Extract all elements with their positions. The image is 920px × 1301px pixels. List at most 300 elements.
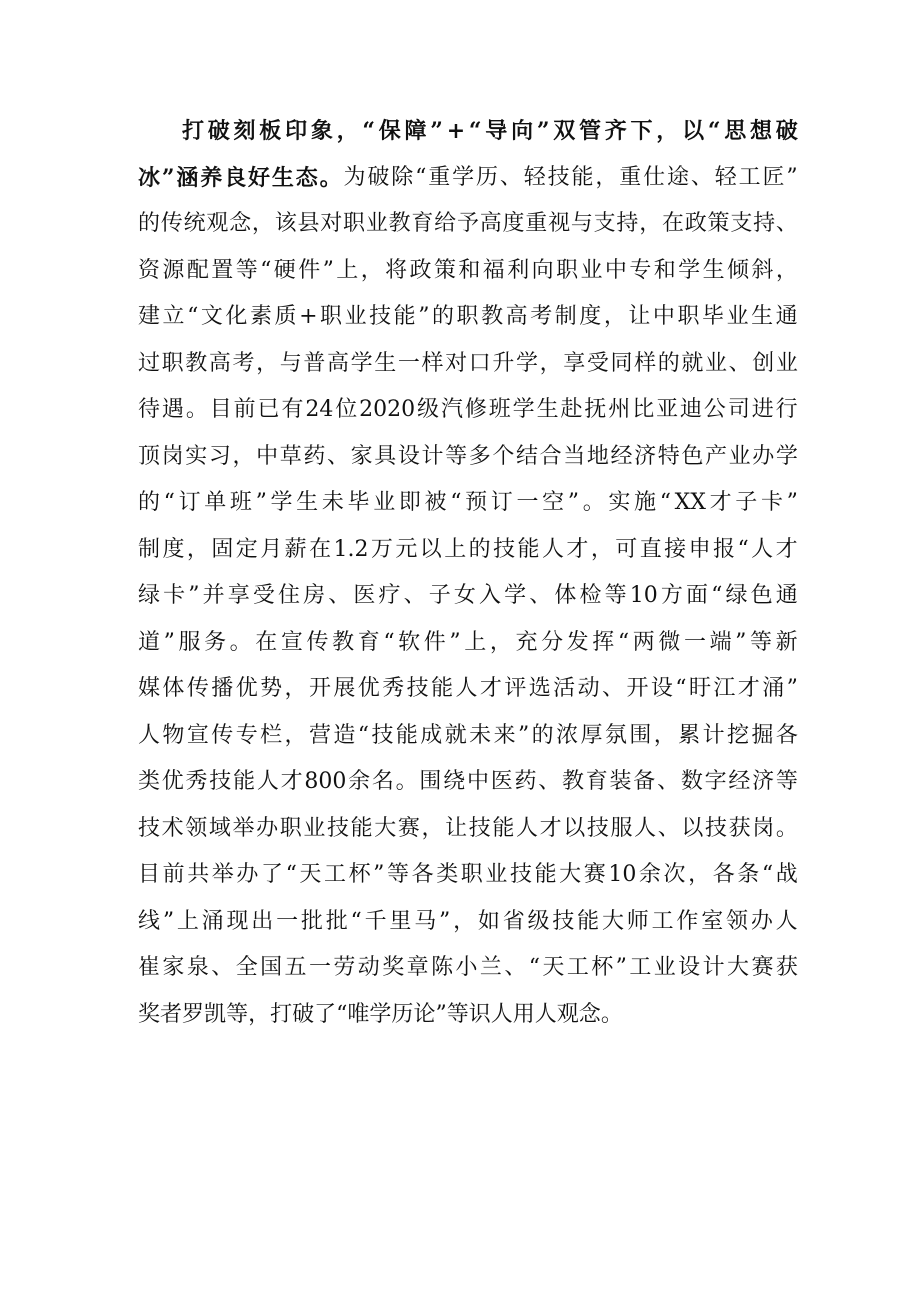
body-text: 疗 (378, 583, 401, 608)
body-text: 等 (446, 1001, 469, 1027)
body-text: 、 (775, 211, 798, 236)
body-text: 生 (751, 304, 774, 329)
body-text: 章 (406, 955, 429, 980)
body-text: 成 (420, 722, 443, 748)
heading-text: “ (707, 118, 721, 144)
body-text: ， (603, 304, 626, 329)
body-text: 。 (775, 815, 798, 841)
paragraph-line (138, 852, 798, 899)
body-text: 省 (502, 908, 525, 934)
body-text: 技 (371, 722, 394, 748)
body-text: ， (539, 350, 562, 376)
body-text: 历 (476, 164, 499, 190)
body-text: 工 (323, 862, 346, 887)
body-text: 育 (585, 769, 608, 794)
body-text: 经 (728, 769, 751, 794)
body-text: “ (260, 257, 272, 283)
body-text: 杯 (348, 862, 371, 887)
body-text: ， (590, 536, 613, 562)
body-text: XX (674, 490, 706, 515)
heading-text: 态 (295, 164, 318, 191)
body-text: 考 (530, 304, 553, 329)
body-text: 氛 (604, 722, 627, 748)
paragraph-line (138, 527, 798, 574)
body-text: 抚 (584, 397, 607, 422)
body-text: 给 (434, 211, 457, 236)
body-text: 批 (325, 908, 348, 934)
body-text: 福 (482, 257, 505, 283)
body-text: 件 (423, 629, 446, 655)
body-text: 栏 (260, 722, 283, 748)
paragraph-line (138, 899, 798, 946)
body-text: 合 (539, 443, 562, 469)
body-text: 享 (227, 583, 250, 608)
paragraph-line (138, 806, 798, 853)
body-text: 技 (552, 908, 575, 934)
body-text: 道 (138, 629, 161, 655)
body-text: 动 (577, 676, 600, 701)
body-text: “ (415, 164, 427, 190)
body-text: ， (256, 350, 279, 376)
heading-text: 象 (310, 118, 333, 144)
body-text: ” (322, 257, 334, 283)
body-text: 动 (357, 955, 380, 980)
heading-text: 以 (682, 118, 705, 144)
body-text: 破 (292, 1001, 315, 1027)
body-text: 技 (406, 676, 429, 701)
body-text: 崔 (138, 955, 161, 980)
body-text: 重 (619, 164, 642, 190)
body-text: 生 (702, 257, 725, 283)
body-text: 建 (138, 304, 161, 329)
body-text: 设 (678, 955, 701, 980)
body-text: 装 (609, 769, 632, 794)
body-text: 各 (775, 722, 798, 748)
body-text: 济 (634, 443, 657, 469)
body-text: 战 (775, 862, 798, 887)
body-text: 色 (750, 583, 773, 608)
body-text: 了 (260, 862, 283, 887)
body-text: 计 (702, 955, 725, 980)
body-text: 势 (260, 676, 283, 701)
body-text: ， (688, 862, 711, 887)
body-text: 度 (579, 304, 602, 329)
body-text: 务 (204, 629, 227, 655)
body-text: 前 (162, 862, 185, 887)
body-text: 具 (374, 443, 397, 469)
body-text: 目 (138, 862, 161, 887)
body-text: 职 (460, 862, 483, 887)
body-text: 。 (600, 1001, 623, 1027)
body-text: 即 (398, 490, 421, 515)
body-text: 业 (344, 304, 367, 329)
body-text: 两 (632, 629, 655, 655)
body-text: 人 (490, 1001, 513, 1027)
body-text: 过 (138, 350, 161, 376)
body-text: 学 (678, 257, 701, 283)
body-text: 师 (626, 908, 649, 934)
body-text: 考 (232, 350, 255, 376)
heading-text: 好 (248, 164, 271, 191)
body-text: 挖 (727, 722, 750, 748)
body-text: 持 (753, 211, 776, 236)
body-text: 发 (566, 629, 589, 655)
body-text: 室 (701, 908, 724, 934)
body-text: 度 (162, 536, 185, 562)
heading-text: 养 (200, 164, 223, 191)
heading-text: 破 (775, 118, 798, 144)
body-text: 教 (481, 304, 504, 329)
body-text: 元 (395, 536, 418, 562)
body-text: 班 (488, 397, 511, 422)
body-text: 创 (752, 350, 775, 376)
heading-text: 障 (404, 118, 427, 144)
body-text: 才 (280, 769, 303, 794)
body-text: 破 (367, 164, 390, 190)
body-text: ， (284, 676, 307, 701)
body-text: “ (737, 536, 749, 562)
body-text: 以 (681, 815, 704, 841)
heading-text: 印 (285, 118, 308, 144)
body-text: 在 (661, 211, 684, 236)
body-text: 班 (229, 490, 252, 515)
body-text: 资 (138, 257, 161, 283)
body-text: 人 (138, 722, 161, 748)
body-text: 掘 (751, 722, 774, 748)
body-text: 一 (308, 955, 331, 980)
body-text: 传 (186, 676, 209, 701)
body-text: 端 (709, 629, 732, 655)
body-text: 实 (608, 490, 631, 515)
body-text: 直 (639, 536, 662, 562)
body-text: 中 (652, 304, 675, 329)
body-text: 学 (350, 350, 373, 376)
body-text: 域 (208, 815, 231, 841)
body-text: 遇 (161, 397, 184, 422)
body-text: 能 (492, 815, 515, 841)
body-text: 等 (235, 257, 258, 283)
body-text: ” (373, 862, 385, 887)
body-text: 汽 (440, 397, 463, 422)
body-text: 陈 (431, 955, 454, 980)
body-text: 业 (303, 815, 326, 841)
body-text: 岗 (161, 443, 184, 469)
body-text: 中 (604, 257, 627, 283)
body-text: ” (449, 629, 461, 655)
body-text: ， (595, 164, 618, 190)
body-text: 专 (235, 722, 258, 748)
body-text: 人 (775, 908, 798, 934)
body-text: 作 (676, 908, 699, 934)
body-text: 轻 (714, 164, 737, 190)
body-text: “ (450, 490, 462, 515)
body-text: 者 (160, 1001, 183, 1027)
body-text: 识 (468, 1001, 491, 1027)
body-text: 检 (579, 583, 602, 608)
body-text: 置 (211, 257, 234, 283)
body-text: 马 (414, 908, 437, 934)
body-text: 千 (364, 908, 387, 934)
body-text: “ (528, 955, 540, 980)
body-text: 备 (633, 769, 656, 794)
heading-text: ， (656, 118, 679, 144)
body-text: 文 (200, 304, 223, 329)
body-text: 念 (229, 211, 252, 236)
body-text: 毕 (347, 490, 370, 515)
heading-text: 涵 (176, 164, 199, 191)
paragraph-line (138, 248, 798, 295)
body-text: 批 (300, 908, 323, 934)
paragraph-line (138, 713, 798, 760)
body-text: 传 (211, 722, 234, 748)
body-text: 向 (531, 257, 554, 283)
body-text: 一 (516, 490, 539, 515)
body-text: 涌 (201, 908, 224, 934)
body-text: ， (421, 815, 444, 841)
body-text: 家 (162, 955, 185, 980)
body-text: 能 (395, 722, 418, 748)
body-text: 司 (727, 397, 750, 422)
body-text: 大 (559, 862, 582, 887)
body-text: 来 (493, 722, 516, 748)
body-text: 多 (468, 443, 491, 469)
body-text: 赛 (751, 955, 774, 980)
body-text: 习 (208, 443, 231, 469)
body-text: 中 (466, 769, 489, 794)
body-text: 以 (563, 815, 586, 841)
body-text: “ (711, 583, 723, 608)
body-text: 业 (728, 443, 751, 469)
body-text: 展 (333, 676, 356, 701)
body-text: 育 (411, 211, 434, 236)
body-text: “ (383, 629, 395, 655)
body-text: 生 (374, 350, 397, 376)
body-text: 该 (274, 211, 297, 236)
body-text: 学 (775, 443, 798, 469)
body-text: 人 (516, 815, 539, 841)
body-text: 技 (493, 536, 516, 562)
body-text: 高 (505, 304, 528, 329)
body-text: 除 (391, 164, 414, 190)
body-text: 新 (775, 629, 798, 655)
body-text: 余 (638, 862, 661, 887)
heading-text: 。 (319, 164, 342, 191)
paragraph-line (138, 201, 798, 248)
body-text: ” (439, 908, 451, 934)
body-text: 名 (371, 769, 394, 794)
body-text: 、 (538, 769, 561, 794)
body-text: 面 (685, 583, 708, 608)
body-text: 素 (249, 304, 272, 329)
body-text: 1.2 (333, 536, 369, 562)
body-text: 、 (657, 815, 680, 841)
body-text: 物 (162, 722, 185, 748)
body-text: 举 (232, 815, 255, 841)
body-text: 2020 (359, 397, 416, 422)
body-text: 、 (211, 955, 234, 980)
body-text: 万 (370, 536, 393, 562)
body-text: + (299, 304, 318, 329)
body-text: 术 (161, 815, 184, 841)
body-text: 斜 (751, 257, 774, 283)
body-text: 固 (211, 536, 234, 562)
body-text: 级 (527, 908, 550, 934)
body-text: 绿 (725, 583, 748, 608)
body-text: 质 (274, 304, 297, 329)
body-text: 教 (562, 769, 585, 794)
body-text: 等 (604, 583, 627, 608)
body-text: 定 (235, 536, 258, 562)
body-text: 办 (752, 443, 775, 469)
body-text: 普 (303, 350, 326, 376)
body-text: 论 (413, 1001, 436, 1027)
body-text: ， (775, 257, 798, 283)
body-text: 比 (632, 397, 655, 422)
body-text: 视 (548, 211, 571, 236)
body-text: 营 (308, 722, 331, 748)
body-text: 口 (468, 350, 491, 376)
body-text: 等 (750, 629, 773, 655)
body-text: 24 (305, 397, 334, 422)
body-text: 微 (658, 629, 681, 655)
body-text: 未 (321, 490, 344, 515)
paragraph-line (138, 341, 798, 388)
body-text: 获 (775, 955, 798, 980)
body-text: 住 (277, 583, 300, 608)
body-text: 学 (452, 164, 475, 190)
body-text: 累 (678, 722, 701, 748)
body-text: 优 (161, 769, 184, 794)
body-text: 待 (138, 397, 161, 422)
heading-text: 想 (750, 118, 773, 144)
body-text: 杯 (591, 955, 614, 980)
body-text: 将 (385, 257, 408, 283)
body-text: 10 (629, 583, 658, 608)
body-text: 设 (397, 443, 420, 469)
body-text: 高 (208, 350, 231, 376)
paragraph-line (138, 620, 798, 667)
body-text: 计 (421, 443, 444, 469)
body-text: 工 (566, 955, 589, 980)
body-text: 房 (303, 583, 326, 608)
body-text: 、 (657, 769, 680, 794)
body-text: 等 (387, 862, 410, 887)
body-text: 获 (728, 815, 751, 841)
body-text: 体 (554, 583, 577, 608)
paragraph-line (138, 992, 798, 1039)
body-text: 制 (554, 304, 577, 329)
body-text: 业 (373, 490, 396, 515)
body-text: 单 (204, 490, 227, 515)
body-text: 领 (726, 908, 749, 934)
body-text: 上 (444, 536, 467, 562)
body-text: 、 (403, 583, 426, 608)
body-text: 订 (178, 490, 201, 515)
body-text: 报 (713, 536, 736, 562)
body-text: 业 (485, 862, 508, 887)
body-text: 持 (616, 211, 639, 236)
body-text: 技 (586, 815, 609, 841)
body-text: 现 (226, 908, 249, 934)
body-text: 上 (464, 629, 487, 655)
body-text: 的 (138, 211, 161, 236)
heading-text: “ (468, 118, 482, 144)
body-text: 件 (298, 257, 321, 283)
paragraph-line (138, 294, 798, 341)
body-text: 等 (775, 769, 798, 794)
body-text: 政 (409, 257, 432, 283)
body-text: 才 (709, 490, 732, 515)
body-text: 充 (515, 629, 538, 655)
body-text: 州 (608, 397, 631, 422)
body-text: 订 (490, 490, 513, 515)
heading-text: ， (336, 118, 359, 144)
body-text: 业 (365, 211, 388, 236)
body-text: 办 (256, 815, 279, 841)
body-text: 能 (577, 908, 600, 934)
body-text: 罗 (182, 1001, 205, 1027)
body-text: 一 (397, 350, 420, 376)
body-text: 办 (750, 908, 773, 934)
heading-text: 双 (553, 118, 576, 144)
body-text: 轻 (523, 164, 546, 190)
body-text: 预 (465, 490, 488, 515)
heading-text: + (446, 118, 466, 144)
body-text: 样 (421, 350, 444, 376)
body-text: 800 (304, 769, 347, 794)
body-text: 修 (464, 397, 487, 422)
body-text: 能 (233, 769, 256, 794)
body-text: 业 (726, 304, 749, 329)
body-text: 秀 (185, 769, 208, 794)
body-text: 能 (393, 304, 416, 329)
body-text: 育 (357, 629, 380, 655)
body-text: 服 (610, 815, 633, 841)
body-text: 劳 (333, 955, 356, 980)
paragraph-line (138, 666, 798, 713)
body-text: 可 (615, 536, 638, 562)
body-text: 支 (730, 211, 753, 236)
body-text: 。 (582, 490, 605, 515)
body-text: 体 (162, 676, 185, 701)
body-text: 才 (566, 536, 589, 562)
body-text: 支 (593, 211, 616, 236)
body-text: 实 (185, 443, 208, 469)
heading-text: 齐 (604, 118, 627, 144)
body-text: 职 (279, 815, 302, 841)
body-text: 技 (468, 815, 491, 841)
body-text: 同 (610, 350, 633, 376)
body-text: ” (188, 583, 200, 608)
body-text: 活 (553, 676, 576, 701)
body-text: 观 (206, 211, 229, 236)
body-text: 开 (308, 676, 331, 701)
body-text: 共 (187, 862, 210, 887)
body-text: 为 (343, 164, 366, 190)
body-text: 造 (333, 722, 356, 748)
body-text: 江 (713, 676, 736, 701)
body-text: 工 (738, 164, 761, 190)
body-text: 念 (578, 1001, 601, 1027)
body-text: 等 (445, 443, 468, 469)
body-text: ” (255, 490, 267, 515)
body-text: 让 (628, 304, 651, 329)
body-text: 涌 (762, 676, 785, 701)
body-text: 行 (775, 397, 798, 422)
body-text: 小 (455, 955, 478, 980)
body-text: 让 (445, 815, 468, 841)
body-text: 打 (270, 1001, 293, 1027)
